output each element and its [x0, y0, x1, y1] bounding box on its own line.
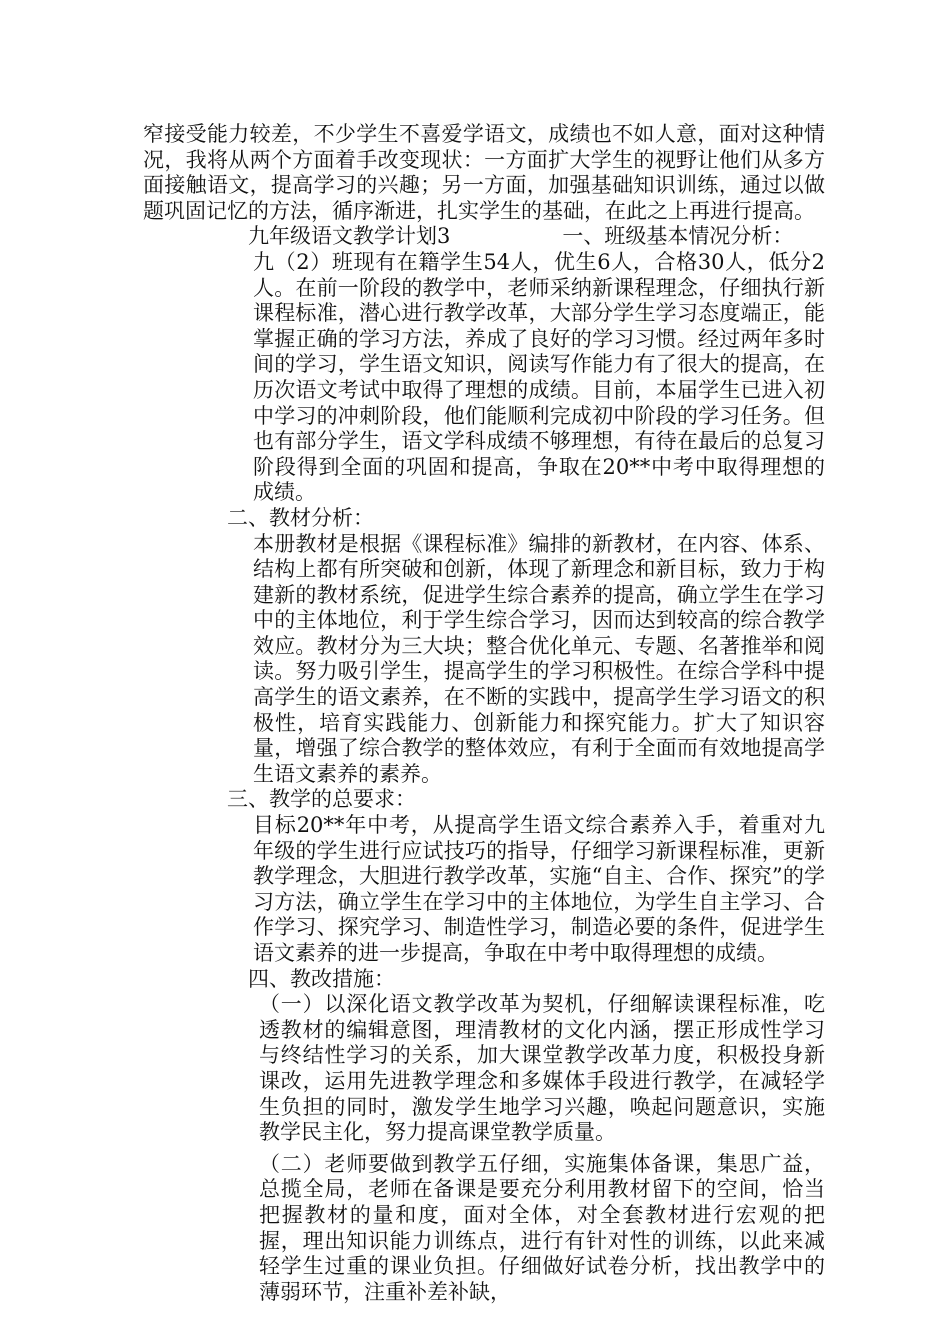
- section3-heading: 三、教学的总要求：: [227, 787, 416, 812]
- plan-title-line: [143, 224, 825, 250]
- measure-1: （一）以深化语文教学改革为契机，仔细解读课程标准，吃透教材的编辑意图，理清教材的文化内涵，摆正形成性学习与终结性学习的关系，加大课堂教学改革力度，积极投身新课改，运用先进教学理念和多媒体手段进行教学，在减轻学生负担的同时，激发学生地学习兴趣，唤起问题意识，实施教学民主化，努力提高课堂教学质量。: [259, 992, 825, 1145]
- document-page: [143, 122, 825, 1305]
- measure-2: （二）老师要做到教学五仔细，实施集体备课，集思广益，总揽全局，老师在备课是要充分利用教材留下的空间，恰当把握教材的量和度，面对全体，对全套教材进行宏观的把握，理出知识能力训练点，进行有针对性的训练，以此来减轻学生过重的课业负担。仔细做好试卷分析，找出教学中的薄弱环节，注重补差补缺，: [259, 1151, 825, 1304]
- section1-body: 九（2）班现有在籍学生54人，优生6人，合格30人，低分2人。在前一阶段的教学中，老师采纳新课程理念，仔细执行新课程标准，潜心进行教学改革，大部分学生学习态度端正，能掌握正确的学习方法，养成了良好的学习习惯。经过两年多时间的学习，学生语文知识，阅读写作能力有了很大的提高，在历次语文考试中取得了理想的成绩。目前，本届学生已进入初中学习的冲刺阶段，他们能顺利完成初中阶段的学习任务。但也有部分学生，语文学科成绩不够理想，有待在最后的总复习阶段得到全面的巩固和提高，争取在20**中考中取得理想的成绩。: [253, 249, 825, 505]
- section2-heading: 二、教材分析：: [227, 505, 374, 530]
- section4-heading: 四、教改措施：: [248, 966, 395, 991]
- section3-body: 目标20**年中考，从提高学生语文综合素养入手，着重对九年级的学生进行应试技巧的指导，仔细学习新课程标准，更新教学理念，大胆进行教学改革，实施“自主、合作、探究”的学习方法，确立学生在学习中的主体地位，为学生自主学习、合作学习、探究学习、制造性学习，制造必要的条件，促进学生语文素养的进一步提高，争取在中考中取得理想的成绩。: [253, 813, 825, 965]
- section2-body: 本册教材是根据《课程标准》编排的新教材，在内容、体系、结构上都有所突破和创新，体现了新理念和新目标，致力于构建新的教材系统，促进学生综合素养的提高，确立学生在学习中的主体地位，利于学生综合学习，因而达到较高的综合教学效应。教材分为三大块；整合优化单元、专题、名著推举和阅读。努力吸引学生，提高学生的学习积极性。在综合学科中提高学生的语文素养，在不断的实践中，提高学生学习语文的积极性，培育实践能力、创新能力和探究能力。扩大了知识容量，增强了综合教学的整体效应，有利于全面而有效地提高学生语文素养的素养。: [253, 531, 825, 786]
- plan-title: 九年级语文教学计划3: [248, 224, 451, 249]
- section1-heading: 一、班级基本情况分析：: [562, 224, 794, 249]
- intro-paragraph: 窄接受能力较差，不少学生不喜爱学语文，成绩也不如人意，面对这种情况，我将从两个方面着手改变现状：一方面扩大学生的视野让他们从多方面接触语文，提高学习的兴趣；另一方面，加强基础知识训练，通过以做题巩固记忆的方法，循序渐进，扎实学生的基础，在此之上再进行提高。: [143, 122, 825, 223]
